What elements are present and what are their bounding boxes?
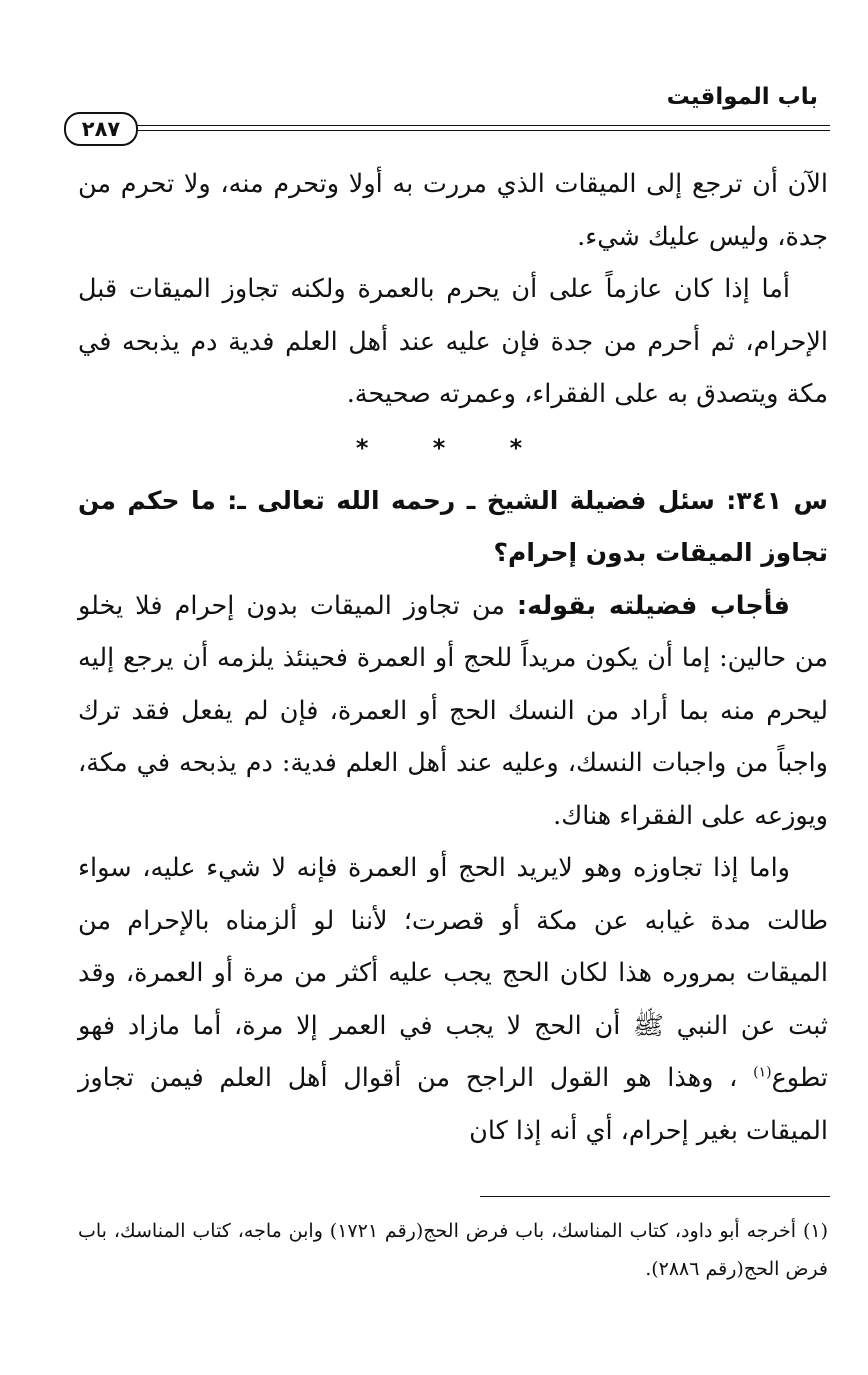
answer-lead: فأجاب فضيلته بقوله: bbox=[516, 590, 790, 621]
paragraph bbox=[78, 842, 828, 1157]
answer-text: من تجاوز الميقات بدون إحرام فلا يخلو من حالين: إما أن يكون مريداً للحج أو العمرة فحينئذ يلزمه أن يرجع إليه ليحرم منه بما أراد من النسك الحج أو العمرة، فإن لم يفعل فقد ترك واجباً من واجبات النسك، وعليه عند أهل العلم فدية: دم يذبحه في مكة، ويوزعه على الفقراء هناك. bbox=[78, 590, 828, 831]
footnotes bbox=[78, 1212, 828, 1288]
paragraph-continuation: الآن أن ترجع إلى الميقات الذي مررت به أولا وتحرم منه، ولا تحرم من جدة، وليس عليك شيء. bbox=[78, 169, 828, 252]
footnote-reference[interactable]: (١) bbox=[753, 1064, 772, 1081]
chapter-title: باب المواقيت bbox=[666, 84, 818, 110]
footnote-rule bbox=[480, 1196, 830, 1197]
paragraph: أما إذا كان عازماً على أن يحرم بالعمرة ولكنه تجاوز الميقات قبل الإحرام، ثم أحرم من جدة فإن عليه عند أهل العلم فدية دم يذبحه في مكة ويتصدق به على الفقراء، وعمرته صحيحة. bbox=[78, 274, 828, 409]
page-number: ٢٨٧ bbox=[64, 112, 138, 146]
header-rule-secondary bbox=[135, 130, 830, 131]
paragraph-text: واما إذا تجاوزه وهو لايريد الحج أو العمرة فإنه لا شيء عليه، سواء طالت مدة غيابه عن مكة أو قصرت؛ لأننا لو ألزمناه بالإحرام من الميقات بمروره هذا لكان الحج يجب عليه أكثر من مرة أو العمرة، وقد ثبت عن النبي ﷺ أن الحج لا يجب في العمر إلا مرة، أما مازاد فهو تطوع bbox=[78, 853, 828, 1093]
question-heading: س ٣٤١: سئل فضيلة الشيخ ـ رحمه الله تعالى ـ: ما حكم من تجاوز الميقات بدون إحرام؟ bbox=[78, 485, 828, 567]
section-separator: * * * bbox=[355, 433, 551, 462]
answer-paragraph bbox=[78, 580, 828, 843]
header-rule bbox=[135, 125, 830, 126]
paragraph-text-continued: ، وهذا هو القول الراجح من أقوال أهل العلم فيمن تجاوز الميقات بغير إحرام، أي أنه إذا كان bbox=[78, 1063, 828, 1146]
footnote: (١) أخرجه أبو داود، كتاب المناسك، باب فرض الحج(رقم ١٧٢١) وابن ماجه، كتاب المناسك، باب فرض الحج(رقم ٢٨٨٦). bbox=[78, 1220, 829, 1280]
main-text bbox=[78, 158, 828, 1157]
